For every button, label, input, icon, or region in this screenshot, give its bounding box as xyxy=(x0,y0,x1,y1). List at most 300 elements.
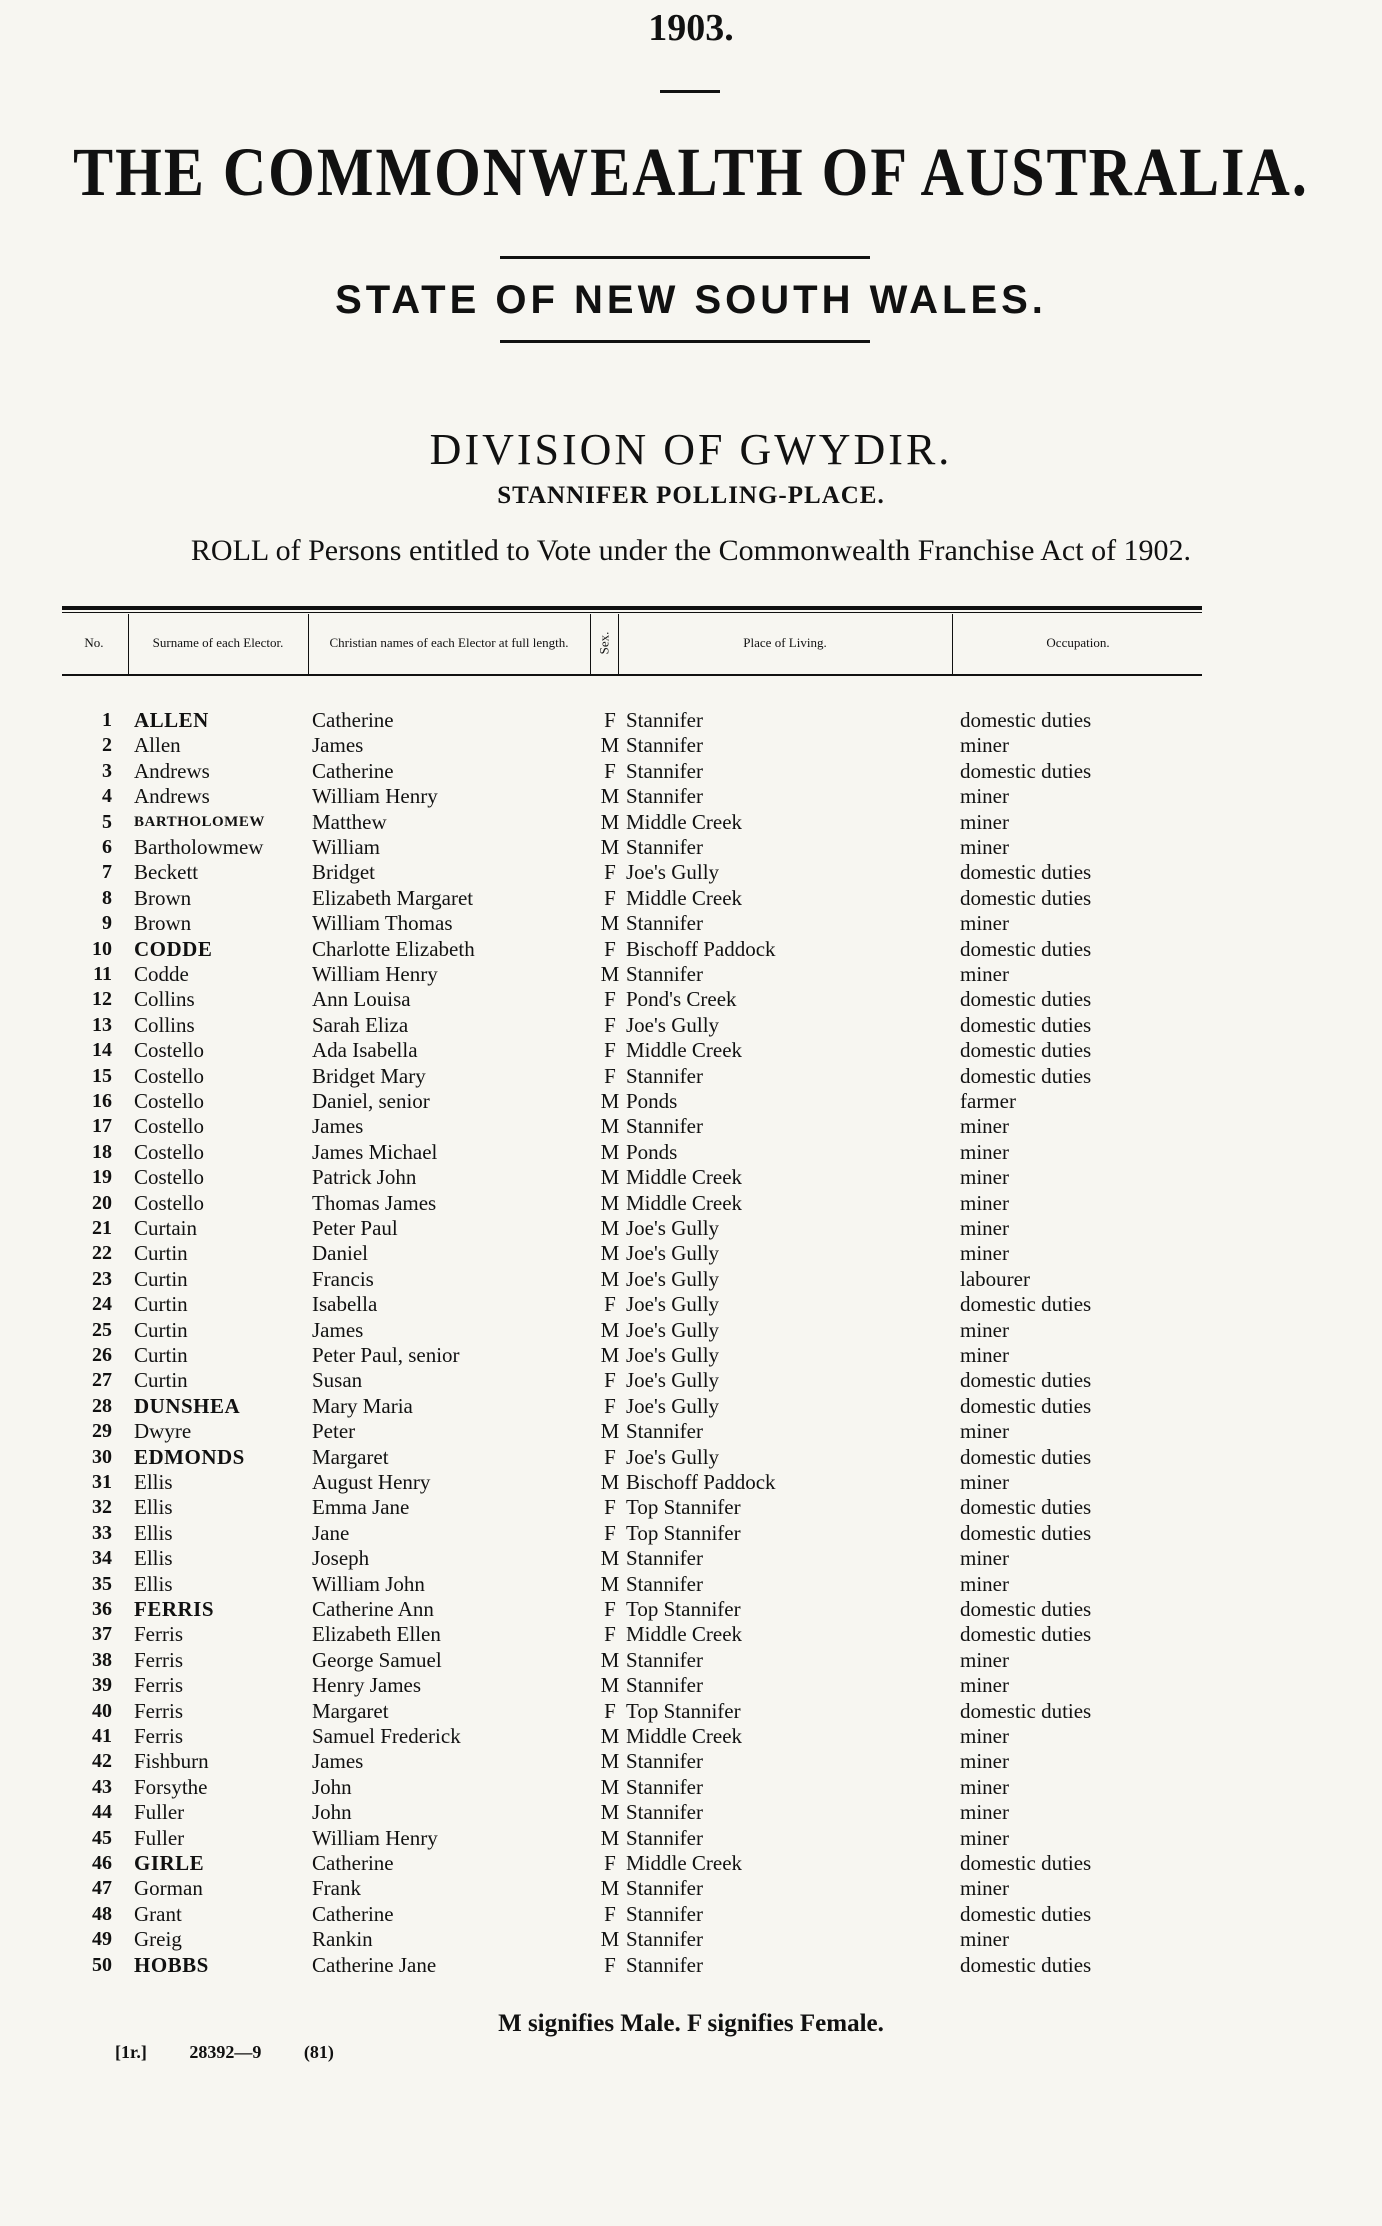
table-row xyxy=(0,1114,1382,1139)
elector-christian-names: Sarah Eliza xyxy=(312,1012,409,1037)
table-row xyxy=(0,1013,1382,1038)
elector-occupation: miner xyxy=(960,1419,1009,1444)
elector-place-of-living: Stannifer xyxy=(626,1063,703,1088)
elector-sex: M xyxy=(600,1114,620,1139)
elector-sex: M xyxy=(600,1774,620,1799)
elector-sex: M xyxy=(600,784,620,809)
elector-christian-names: Joseph xyxy=(312,1546,370,1571)
table-row xyxy=(0,1445,1382,1470)
elector-christian-names: John xyxy=(312,1800,352,1825)
elector-number: 25 xyxy=(92,1318,112,1341)
elector-occupation: miner xyxy=(960,1774,1009,1799)
column-header-surname: Surname of each Elector. xyxy=(152,635,284,650)
elector-sex: F xyxy=(604,1952,616,1977)
elector-sex: F xyxy=(604,1063,616,1088)
elector-place-of-living: Joe's Gully xyxy=(626,1393,720,1418)
elector-sex: M xyxy=(600,1216,620,1240)
elector-christian-names: Bridget xyxy=(312,860,375,885)
elector-number: 39 xyxy=(92,1674,112,1697)
elector-place-of-living: Top Stannifer xyxy=(626,1698,741,1723)
elector-surname: Fishburn xyxy=(134,1749,209,1774)
elector-occupation: miner xyxy=(960,1647,1009,1672)
elector-christian-names: Peter xyxy=(312,1419,356,1444)
elector-christian-names: Emma Jane xyxy=(312,1495,410,1520)
sex-label: Sex. xyxy=(596,631,611,655)
elector-place-of-living: Middle Creek xyxy=(626,1165,743,1190)
table-row xyxy=(0,810,1382,835)
table-row xyxy=(0,784,1382,809)
elector-place-of-living: Ponds xyxy=(626,1139,678,1164)
elector-occupation: domestic duties xyxy=(960,1698,1092,1723)
table-row xyxy=(0,759,1382,784)
elector-christian-names: James xyxy=(312,1317,364,1342)
table-row xyxy=(0,1419,1382,1444)
elector-place-of-living: Joe's Gully xyxy=(626,1241,720,1266)
elector-sex: M xyxy=(600,1266,620,1291)
table-row xyxy=(0,1343,1382,1368)
elector-place-of-living: Joe's Gully xyxy=(626,1012,720,1037)
elector-number: 24 xyxy=(92,1293,112,1316)
elector-place-of-living: Stannifer xyxy=(626,1749,703,1774)
elector-surname: FERRIS xyxy=(134,1597,215,1621)
elector-surname: Curtin xyxy=(134,1241,188,1266)
elector-surname: Fuller xyxy=(134,1800,185,1825)
elector-number: 3 xyxy=(102,759,112,782)
elector-sex: M xyxy=(600,1749,620,1774)
elector-christian-names: Susan xyxy=(312,1368,363,1393)
elector-occupation: miner xyxy=(960,1114,1009,1139)
elector-occupation: domestic duties xyxy=(960,860,1092,885)
elector-christian-names: Ann Louisa xyxy=(312,987,411,1012)
elector-surname: Bartholowmew xyxy=(134,835,264,859)
elector-surname: GIRLE xyxy=(134,1851,205,1875)
elector-occupation: miner xyxy=(960,962,1009,986)
table-row xyxy=(0,1368,1382,1393)
elector-number: 34 xyxy=(92,1547,112,1570)
elector-place-of-living: Top Stannifer xyxy=(626,1520,741,1545)
table-row xyxy=(0,962,1382,987)
elector-place-of-living: Joe's Gully xyxy=(626,1266,720,1291)
elector-number: 22 xyxy=(92,1242,112,1265)
elector-occupation: miner xyxy=(960,1139,1009,1164)
elector-number: 8 xyxy=(102,886,112,909)
table-row xyxy=(0,1495,1382,1520)
elector-christian-names: James Michael xyxy=(312,1139,438,1164)
elector-number: 50 xyxy=(92,1953,112,1976)
table-row xyxy=(0,1191,1382,1216)
table-row xyxy=(0,937,1382,962)
elector-christian-names: James xyxy=(312,733,364,758)
elector-place-of-living: Middle Creek xyxy=(626,1038,743,1063)
print-reference xyxy=(115,2042,372,2063)
elector-sex: F xyxy=(604,936,616,961)
elector-sex: F xyxy=(604,1038,616,1063)
elector-occupation: domestic duties xyxy=(960,1597,1092,1621)
elector-sex: F xyxy=(604,1851,616,1875)
table-row xyxy=(0,1521,1382,1546)
elector-sex: F xyxy=(604,1597,616,1621)
elector-occupation: miner xyxy=(960,1876,1009,1901)
elector-surname: Greig xyxy=(134,1927,182,1952)
elector-surname: Andrews xyxy=(134,784,210,809)
table-row xyxy=(0,1648,1382,1673)
elector-place-of-living: Top Stannifer xyxy=(626,1597,741,1621)
table-row xyxy=(0,1394,1382,1419)
elector-occupation: domestic duties xyxy=(960,936,1092,961)
elector-sex: M xyxy=(600,1927,620,1952)
print-ref-number: 28392—9 xyxy=(189,2042,262,2062)
elector-occupation: miner xyxy=(960,1571,1009,1596)
elector-sex: F xyxy=(604,1698,616,1723)
elector-christian-names: Peter Paul xyxy=(312,1216,398,1240)
elector-number: 17 xyxy=(92,1115,112,1138)
elector-sex: M xyxy=(600,1241,620,1266)
elector-surname: Costello xyxy=(134,1190,205,1215)
elector-number: 41 xyxy=(92,1725,112,1747)
elector-occupation: miner xyxy=(960,1724,1009,1748)
elector-occupation: domestic duties xyxy=(960,1851,1092,1875)
elector-sex: M xyxy=(600,1343,620,1367)
elector-place-of-living: Stannifer xyxy=(626,1114,703,1139)
elector-surname: Ferris xyxy=(134,1698,183,1723)
elector-surname: BARTHOLOMEW xyxy=(134,813,265,830)
elector-surname: Brown xyxy=(134,911,192,936)
table-row xyxy=(0,1216,1382,1241)
elector-surname: Costello xyxy=(134,1165,205,1190)
elector-number: 32 xyxy=(92,1496,112,1519)
column-divider xyxy=(618,614,619,674)
elector-occupation: domestic duties xyxy=(960,1393,1092,1418)
elector-number: 42 xyxy=(92,1750,112,1773)
table-row xyxy=(0,1851,1382,1876)
elector-sex: M xyxy=(600,809,620,834)
elector-christian-names: Catherine xyxy=(312,1851,394,1875)
elector-number: 18 xyxy=(92,1140,112,1163)
division-heading: DIVISION OF GWYDIR. xyxy=(429,425,953,474)
elector-place-of-living: Stannifer xyxy=(626,1800,703,1825)
elector-sex: M xyxy=(600,1876,620,1901)
elector-surname: Codde xyxy=(134,962,189,986)
state-heading: STATE OF NEW SOUTH WALES. xyxy=(335,278,1047,322)
elector-christian-names: Henry James xyxy=(312,1673,422,1698)
table-row xyxy=(0,1546,1382,1571)
elector-occupation: miner xyxy=(960,1343,1009,1367)
elector-sex: M xyxy=(600,1546,620,1571)
elector-sex: M xyxy=(600,835,620,859)
sex-legend: M signifies Male. F signifies Female. xyxy=(498,2010,884,2037)
table-row xyxy=(0,1572,1382,1597)
elector-christian-names: August Henry xyxy=(312,1470,431,1494)
elector-occupation: domestic duties xyxy=(960,885,1092,910)
elector-christian-names: Mary Maria xyxy=(312,1393,413,1418)
elector-christian-names: William Henry xyxy=(312,1825,438,1850)
elector-occupation: domestic duties xyxy=(960,1368,1092,1393)
column-divider xyxy=(128,614,129,674)
elector-number: 20 xyxy=(92,1191,112,1214)
elector-number: 15 xyxy=(92,1064,112,1087)
elector-place-of-living: Bischoff Paddock xyxy=(626,936,776,961)
elector-surname: Curtin xyxy=(134,1317,188,1342)
table-row xyxy=(0,1775,1382,1800)
elector-place-of-living: Stannifer xyxy=(626,1952,703,1977)
elector-number: 10 xyxy=(92,937,112,960)
elector-occupation: miner xyxy=(960,1800,1009,1825)
elector-number: 14 xyxy=(92,1039,112,1062)
elector-place-of-living: Stannifer xyxy=(626,1546,703,1571)
elector-occupation: miner xyxy=(960,1317,1009,1342)
elector-sex: F xyxy=(604,1393,616,1418)
elector-surname: Ellis xyxy=(134,1495,173,1520)
elector-occupation: miner xyxy=(960,911,1009,936)
elector-place-of-living: Pond's Creek xyxy=(626,987,737,1012)
table-row xyxy=(0,987,1382,1012)
elector-place-of-living: Stannifer xyxy=(626,1419,703,1444)
elector-surname: Ellis xyxy=(134,1571,173,1596)
elector-place-of-living: Middle Creek xyxy=(626,1190,743,1215)
elector-surname: Forsythe xyxy=(134,1774,208,1799)
elector-sex: F xyxy=(604,1520,616,1545)
elector-christian-names: William xyxy=(312,835,380,859)
elector-christian-names: William John xyxy=(312,1571,425,1596)
elector-surname: Costello xyxy=(134,1139,205,1164)
elector-christian-names: William Henry xyxy=(312,784,438,809)
elector-occupation: farmer xyxy=(960,1089,1016,1113)
elector-number: 30 xyxy=(92,1445,112,1468)
column-divider xyxy=(308,614,309,674)
elector-surname: Dwyre xyxy=(134,1419,192,1444)
elector-christian-names: Margaret xyxy=(312,1698,389,1723)
table-row xyxy=(0,1140,1382,1165)
table-row xyxy=(0,1318,1382,1343)
elector-number: 4 xyxy=(102,785,112,808)
print-ref-code: [1r.] xyxy=(115,2042,147,2062)
elector-sex: M xyxy=(600,1571,620,1596)
elector-surname: HOBBS xyxy=(134,1952,209,1977)
elector-place-of-living: Stannifer xyxy=(626,758,703,783)
elector-number: 1 xyxy=(102,709,112,731)
elector-number: 27 xyxy=(92,1369,112,1392)
elector-surname: Ferris xyxy=(134,1647,183,1672)
elector-number: 5 xyxy=(102,810,112,833)
elector-sex: F xyxy=(604,1622,616,1647)
table-row xyxy=(0,1953,1382,1978)
elector-place-of-living: Middle Creek xyxy=(626,1851,743,1875)
elector-number: 45 xyxy=(92,1826,112,1849)
table-row xyxy=(0,911,1382,936)
table-row xyxy=(0,733,1382,758)
elector-occupation: domestic duties xyxy=(960,1292,1092,1317)
elector-number: 23 xyxy=(92,1267,112,1290)
elector-surname: Allen xyxy=(134,733,181,758)
elector-place-of-living: Joe's Gully xyxy=(626,1343,720,1367)
elector-place-of-living: Middle Creek xyxy=(626,1622,743,1647)
column-header-occupation: Occupation. xyxy=(1046,635,1110,650)
elector-surname: Curtin xyxy=(134,1266,188,1291)
elector-sex: M xyxy=(600,1825,620,1850)
elector-occupation: domestic duties xyxy=(960,1063,1092,1088)
elector-christian-names: Rankin xyxy=(312,1927,373,1952)
elector-sex: F xyxy=(604,1444,616,1469)
elector-occupation: domestic duties xyxy=(960,1520,1092,1545)
table-row xyxy=(0,1749,1382,1774)
elector-surname: Curtin xyxy=(134,1368,188,1393)
elector-place-of-living: Top Stannifer xyxy=(626,1495,741,1520)
elector-number: 9 xyxy=(102,912,112,935)
table-row xyxy=(0,1673,1382,1698)
elector-place-of-living: Stannifer xyxy=(626,1927,703,1952)
elector-number: 47 xyxy=(92,1877,112,1900)
elector-christian-names: William Thomas xyxy=(312,911,453,936)
elector-surname: Costello xyxy=(134,1038,205,1063)
elector-occupation: domestic duties xyxy=(960,1901,1092,1926)
elector-christian-names: Daniel, senior xyxy=(312,1089,430,1113)
table-row xyxy=(0,1622,1382,1647)
elector-place-of-living: Joe's Gully xyxy=(626,1444,720,1469)
elector-number: 13 xyxy=(92,1013,112,1036)
table-row xyxy=(0,1724,1382,1749)
elector-christian-names: Catherine xyxy=(312,708,394,732)
elector-sex: M xyxy=(600,911,620,936)
elector-surname: Ferris xyxy=(134,1673,183,1698)
table-top-rule xyxy=(62,606,1202,610)
elector-occupation: miner xyxy=(960,1546,1009,1571)
table-row xyxy=(0,1699,1382,1724)
elector-surname: Ellis xyxy=(134,1546,173,1571)
elector-number: 16 xyxy=(92,1090,112,1112)
elector-place-of-living: Middle Creek xyxy=(626,885,743,910)
elector-surname: Fuller xyxy=(134,1825,185,1850)
elector-surname: Beckett xyxy=(134,860,199,885)
elector-number: 44 xyxy=(92,1801,112,1824)
elector-surname: Curtin xyxy=(134,1343,188,1367)
elector-place-of-living: Joe's Gully xyxy=(626,860,720,885)
elector-christian-names: William Henry xyxy=(312,962,438,986)
elector-sex: M xyxy=(600,1165,620,1190)
elector-surname: Brown xyxy=(134,885,192,910)
elector-surname: Ellis xyxy=(134,1520,173,1545)
elector-number: 36 xyxy=(92,1598,112,1620)
elector-christian-names: Daniel xyxy=(312,1241,368,1266)
elector-christian-names: Catherine Ann xyxy=(312,1597,434,1621)
year-heading: 1903. xyxy=(648,7,734,49)
elector-sex: M xyxy=(600,1673,620,1698)
elector-sex: M xyxy=(600,1470,620,1494)
elector-christian-names: Isabella xyxy=(312,1292,378,1317)
elector-number: 11 xyxy=(93,963,112,985)
elector-surname: Ferris xyxy=(134,1622,183,1647)
elector-number: 29 xyxy=(92,1420,112,1443)
elector-occupation: domestic duties xyxy=(960,758,1092,783)
elector-christian-names: Catherine xyxy=(312,758,394,783)
elector-christian-names: Elizabeth Ellen xyxy=(312,1622,441,1647)
elector-christian-names: Thomas James xyxy=(312,1190,437,1215)
table-row xyxy=(0,860,1382,885)
table-row xyxy=(0,1064,1382,1089)
elector-christian-names: Jane xyxy=(312,1520,350,1545)
elector-place-of-living: Stannifer xyxy=(626,708,703,732)
elector-sex: F xyxy=(604,758,616,783)
elector-number: 48 xyxy=(92,1902,112,1925)
elector-number: 26 xyxy=(92,1344,112,1366)
elector-place-of-living: Stannifer xyxy=(626,962,703,986)
table-row xyxy=(0,1470,1382,1495)
elector-place-of-living: Stannifer xyxy=(626,1673,703,1698)
elector-christian-names: Patrick John xyxy=(312,1165,417,1190)
elector-sex: M xyxy=(600,1190,620,1215)
elector-surname: Curtin xyxy=(134,1292,188,1317)
elector-christian-names: Matthew xyxy=(312,809,387,834)
elector-surname: Costello xyxy=(134,1089,205,1113)
table-row xyxy=(0,886,1382,911)
elector-surname: ALLEN xyxy=(134,708,209,732)
page-title: THE COMMONWEALTH OF AUSTRALIA. xyxy=(73,133,1309,210)
table-row xyxy=(0,1927,1382,1952)
table-header-rule xyxy=(62,674,1202,676)
elector-occupation: domestic duties xyxy=(960,708,1092,732)
elector-place-of-living: Stannifer xyxy=(626,911,703,936)
elector-number: 38 xyxy=(92,1648,112,1671)
elector-surname: Grant xyxy=(134,1901,182,1926)
elector-occupation: miner xyxy=(960,809,1009,834)
elector-christian-names: James xyxy=(312,1749,364,1774)
elector-occupation: miner xyxy=(960,1470,1009,1494)
elector-christian-names: Frank xyxy=(312,1876,361,1901)
column-divider xyxy=(952,614,953,674)
elector-christian-names: Margaret xyxy=(312,1444,389,1469)
elector-surname: Ellis xyxy=(134,1470,173,1494)
table-row xyxy=(0,1038,1382,1063)
elector-sex: M xyxy=(600,1724,620,1748)
elector-sex: F xyxy=(604,1368,616,1393)
table-row xyxy=(0,1241,1382,1266)
elector-place-of-living: Joe's Gully xyxy=(626,1317,720,1342)
elector-number: 19 xyxy=(92,1166,112,1189)
elector-christian-names: Samuel Frederick xyxy=(312,1724,461,1748)
column-header-place: Place of Living. xyxy=(743,635,827,650)
elector-christian-names: George Samuel xyxy=(312,1647,442,1672)
elector-occupation: domestic duties xyxy=(960,1038,1092,1063)
elector-surname: Costello xyxy=(134,1063,205,1088)
table-row xyxy=(0,1597,1382,1622)
elector-occupation: miner xyxy=(960,835,1009,859)
elector-occupation: miner xyxy=(960,1749,1009,1774)
elector-number: 33 xyxy=(92,1521,112,1544)
elector-occupation: domestic duties xyxy=(960,1444,1092,1469)
column-header-christian-names: Christian names of each Elector at full length. xyxy=(329,635,569,650)
elector-occupation: miner xyxy=(960,1216,1009,1240)
elector-sex: M xyxy=(600,1317,620,1342)
elector-number: 43 xyxy=(92,1775,112,1798)
print-ref-page: (81) xyxy=(303,2042,334,2062)
table-row xyxy=(0,1165,1382,1190)
elector-number: 21 xyxy=(92,1217,112,1239)
elector-occupation: domestic duties xyxy=(960,987,1092,1012)
elector-place-of-living: Stannifer xyxy=(626,835,703,859)
table-row xyxy=(0,708,1382,733)
elector-surname: Costello xyxy=(134,1114,205,1139)
elector-number: 49 xyxy=(92,1928,112,1951)
elector-sex: M xyxy=(600,962,620,986)
elector-sex: M xyxy=(600,1089,620,1113)
elector-sex: F xyxy=(604,708,616,732)
elector-occupation: labourer xyxy=(960,1266,1030,1291)
elector-sex: F xyxy=(604,885,616,910)
elector-occupation: miner xyxy=(960,1190,1009,1215)
elector-number: 28 xyxy=(92,1394,112,1417)
elector-number: 12 xyxy=(92,988,112,1011)
elector-place-of-living: Middle Creek xyxy=(626,809,743,834)
table-row xyxy=(0,1292,1382,1317)
